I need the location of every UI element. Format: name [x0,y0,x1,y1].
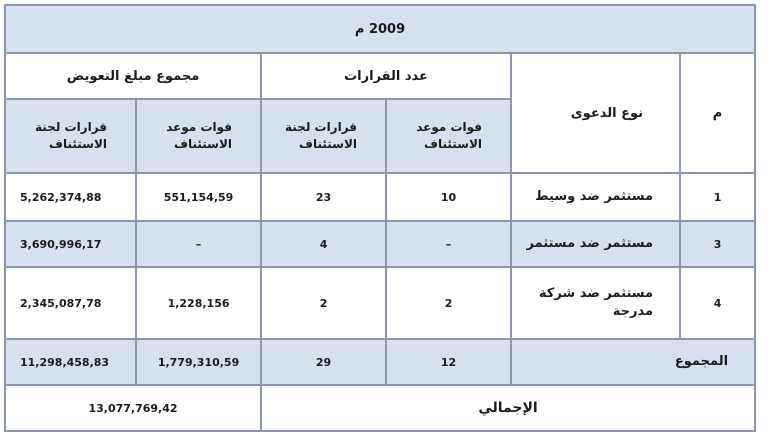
row-amount-missed: 551,154,59 [136,173,261,221]
year-header: 2009 م [5,5,755,53]
row-case-type: مستثمر ضد وسيط [511,173,680,221]
grand-total-label: الإجمالي [261,385,755,431]
decisions-count-header: عدد القرارات [261,53,511,99]
row-count-missed: 2 [386,267,511,339]
grand-total-value: 13,077,769,42 [5,385,261,431]
row-count-committee: 23 [261,173,386,221]
row-serial: 1 [680,173,755,221]
totals-label: المجموع [511,339,755,385]
compensation-table [4,4,756,432]
count-committee-header: قرارات لجنة الاستئناف [261,99,386,173]
count-missed-header: فوات موعد الاستئناف [386,99,511,173]
total-compensation-header: مجموع مبلغ التعويض [5,53,261,99]
year-row [5,5,755,53]
row-count-committee: 2 [261,267,386,339]
totals-amount-missed: 1,779,310,59 [136,339,261,385]
totals-amount-committee: 11,298,458,83 [5,339,136,385]
totals-count-missed: 12 [386,339,511,385]
row-amount-committee: 5,262,374,88 [5,173,136,221]
serial-header: م [680,53,755,173]
row-count-missed: – [386,221,511,267]
row-count-committee: 4 [261,221,386,267]
row-count-missed: 10 [386,173,511,221]
row-serial: 4 [680,267,755,339]
grand-total-row [5,385,755,431]
table-row [5,267,755,339]
compensation-table-container [4,4,756,432]
row-serial: 3 [680,221,755,267]
amount-committee-header: قرارات لجنة الاستئناف [5,99,136,173]
row-amount-missed: – [136,221,261,267]
row-amount-missed: 1,228,156 [136,267,261,339]
totals-row [5,339,755,385]
totals-count-committee: 29 [261,339,386,385]
row-case-type: مستثمر ضد شركة مدرجة [511,267,680,339]
table-row [5,221,755,267]
row-amount-committee: 2,345,087,78 [5,267,136,339]
row-case-type: مستثمر ضد مستثمر [511,221,680,267]
amount-missed-header: فوات موعد الاستئناف [136,99,261,173]
table-row [5,173,755,221]
header-row-top [5,53,755,99]
row-amount-committee: 3,690,996,17 [5,221,136,267]
case-type-header: نوع الدعوى [511,53,680,173]
